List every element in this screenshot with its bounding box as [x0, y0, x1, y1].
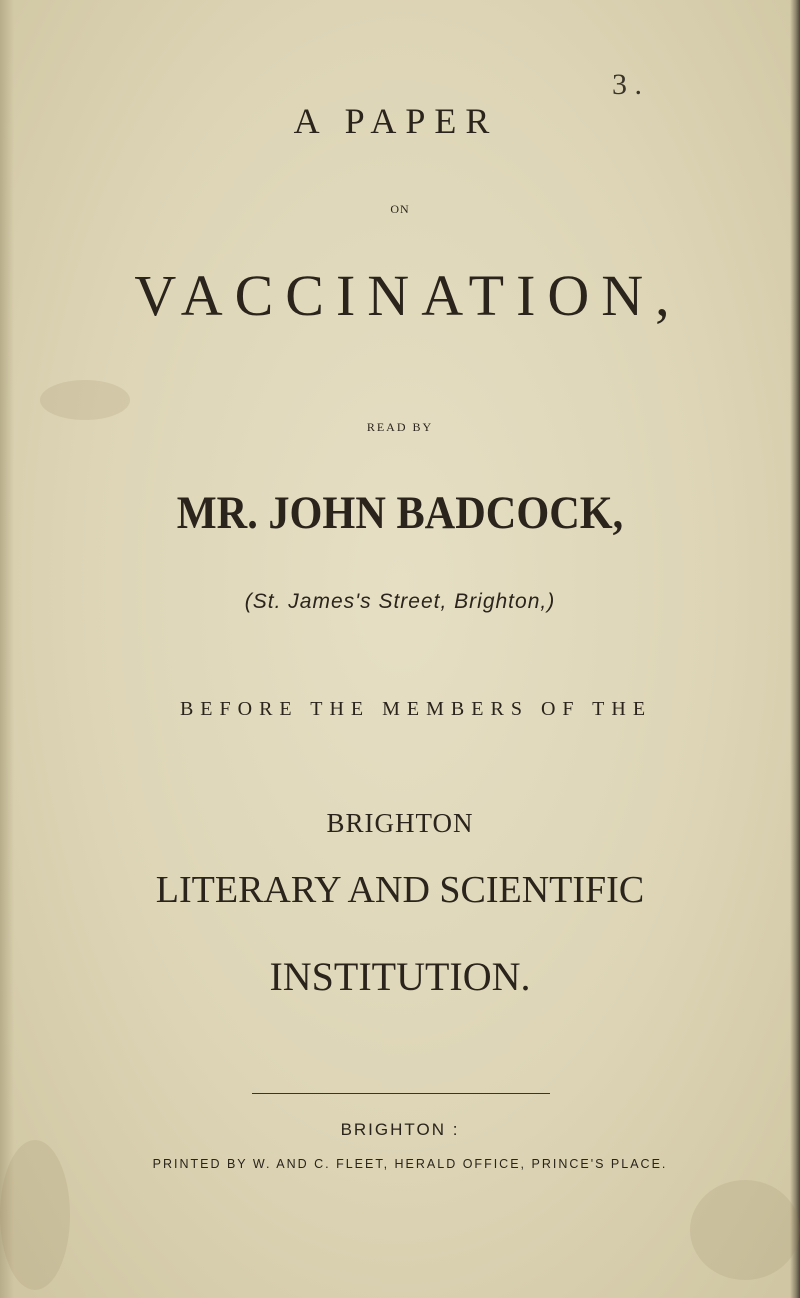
read-by-label: READ BY: [366, 420, 434, 434]
institution-line-1: BRIGHTON: [326, 808, 474, 838]
author-address: (St. James's Street, Brighton,): [244, 590, 556, 613]
institution-line-2: LITERARY AND SCIENTIFIC: [155, 869, 645, 911]
audience-intro: BEFORE THE MEMBERS OF THE: [179, 698, 653, 720]
imprint-place: BRIGHTON :: [340, 1120, 460, 1139]
folio-mark: 3 .: [612, 68, 642, 101]
divider-rule: [252, 1093, 550, 1094]
page-shadow-left: [0, 0, 14, 1298]
institution-line-3: INSTITUTION.: [269, 954, 531, 999]
title-a-paper: A PAPER: [293, 101, 499, 141]
author-name: MR. JOHN BADCOCK,: [176, 487, 624, 539]
title-on: ON: [390, 202, 410, 216]
page-shadow-right: [790, 0, 800, 1298]
imprint-printer: PRINTED BY W. AND C. FLEET, HERALD OFFICE, PRINCE'S PLACE.: [152, 1157, 668, 1171]
foxing-stain: [40, 380, 130, 420]
title-vaccination: VACCINATION,: [134, 263, 682, 328]
foxing-stain: [690, 1180, 800, 1280]
